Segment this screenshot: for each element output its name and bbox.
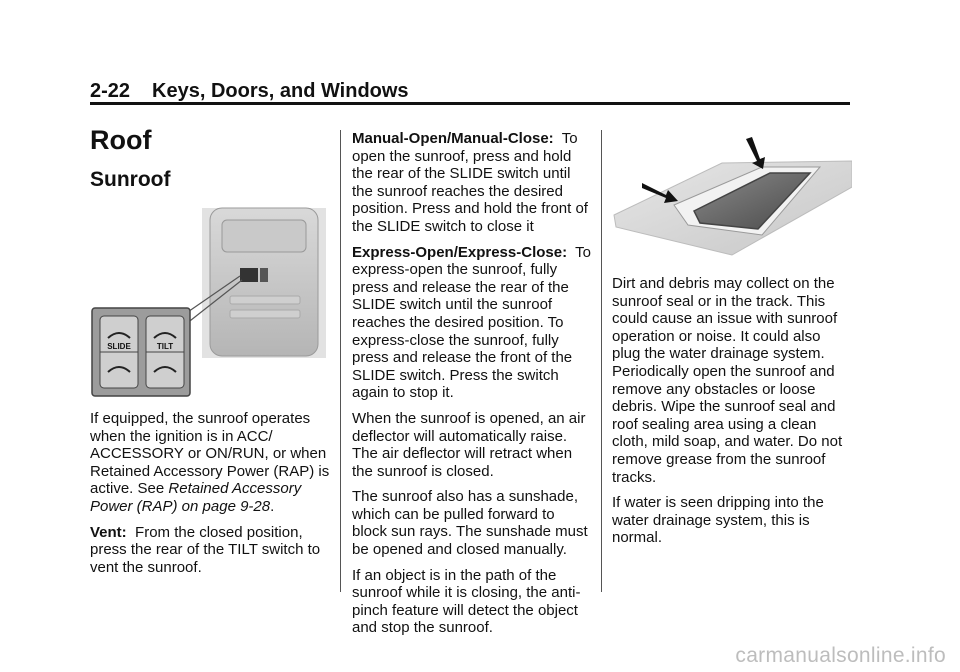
- vent-text: From the closed position, press the rear of the TILT switch to vent the sunroof.: [90, 523, 321, 576]
- sunroof-switch-figure: [90, 206, 330, 398]
- sunshade-paragraph: The sunroof also has a sunshade, which can be pulled forward to block sun rays. The sunshade must be opened and closed manually.: [352, 488, 588, 559]
- header-rule: [90, 102, 850, 105]
- column-2: [352, 130, 592, 645]
- vent-label: Vent:: [90, 523, 127, 541]
- manual-paragraph: [352, 130, 592, 236]
- column-1: [90, 410, 330, 584]
- console-button-row: [230, 296, 300, 304]
- intro-end: .: [270, 497, 275, 515]
- slide-label: SLIDE: [107, 342, 131, 351]
- express-label: Express-Open/Express-Close:: [352, 243, 568, 261]
- heading-sunroof: Sunroof: [90, 168, 171, 191]
- console-lamp: [222, 220, 306, 252]
- column-divider-1: [340, 130, 341, 592]
- deflector-paragraph: When the sunroof is opened, an air deflector will automatically raise. The air deflector will retract when the sunroof is closed.: [352, 409, 586, 480]
- page-header: [90, 80, 409, 103]
- heading-roof: Roof: [90, 125, 152, 155]
- anti-pinch-paragraph: If an object is in the path of the sunroof while it is closing, the anti-pinch feature will detect the object and stop the sunroof.: [352, 566, 581, 637]
- sunroof-seal-figure: [612, 135, 852, 265]
- column-divider-2: [601, 130, 602, 592]
- water-paragraph: If water is seen dripping into the water drainage system, this is normal.: [612, 494, 824, 547]
- console-switch-small: [240, 268, 258, 282]
- column-3: [612, 275, 852, 555]
- manual-label: Manual-Open/Manual-Close:: [352, 130, 554, 147]
- rap-reference-link[interactable]: Retained Accessory Power (RAP) on page 9-28: [90, 480, 302, 515]
- intro-paragraph: [90, 410, 330, 516]
- intro-text: If equipped, the sunroof operates when the ignition is in ACC/ ACCESSORY or ON/RUN, or when Retained Accessory Power (RAP) is active. See: [90, 410, 330, 498]
- express-paragraph: [352, 244, 592, 402]
- express-text: To express-open the sunroof, fully press and release the rear of the SLIDE switch until the sunroof reaches the desired position. To express-close the sunroof, fully press and release the front of the SLIDE switch. Press the switch again to stop it.: [352, 243, 592, 402]
- debris-paragraph: Dirt and debris may collect on the sunroof seal or in the track. This could cause an issue with sunroof operation or noise. It could also plug the water drainage system. Periodically open the sunroof and remove any obstacles or loose debris. Wipe the sunroof seal and roof sealing area using a clean cloth, mild soap, and water. Do not remove grease from the sunroof tracks.: [612, 275, 843, 486]
- section-title: Keys, Doors, and Windows: [152, 80, 409, 102]
- console-switch-small-2: [260, 268, 268, 282]
- manual-text: To open the sunroof, press and hold the rear of the SLIDE switch until the sunroof reaches the desired position. Press and hold the front of the SLIDE switch to close it: [352, 130, 588, 235]
- vent-paragraph: [90, 524, 330, 577]
- page-number: 2-22: [90, 80, 131, 102]
- watermark: carmanualsonline.info: [735, 644, 946, 667]
- console-button-row-2: [230, 310, 300, 318]
- tilt-label: TILT: [156, 342, 174, 351]
